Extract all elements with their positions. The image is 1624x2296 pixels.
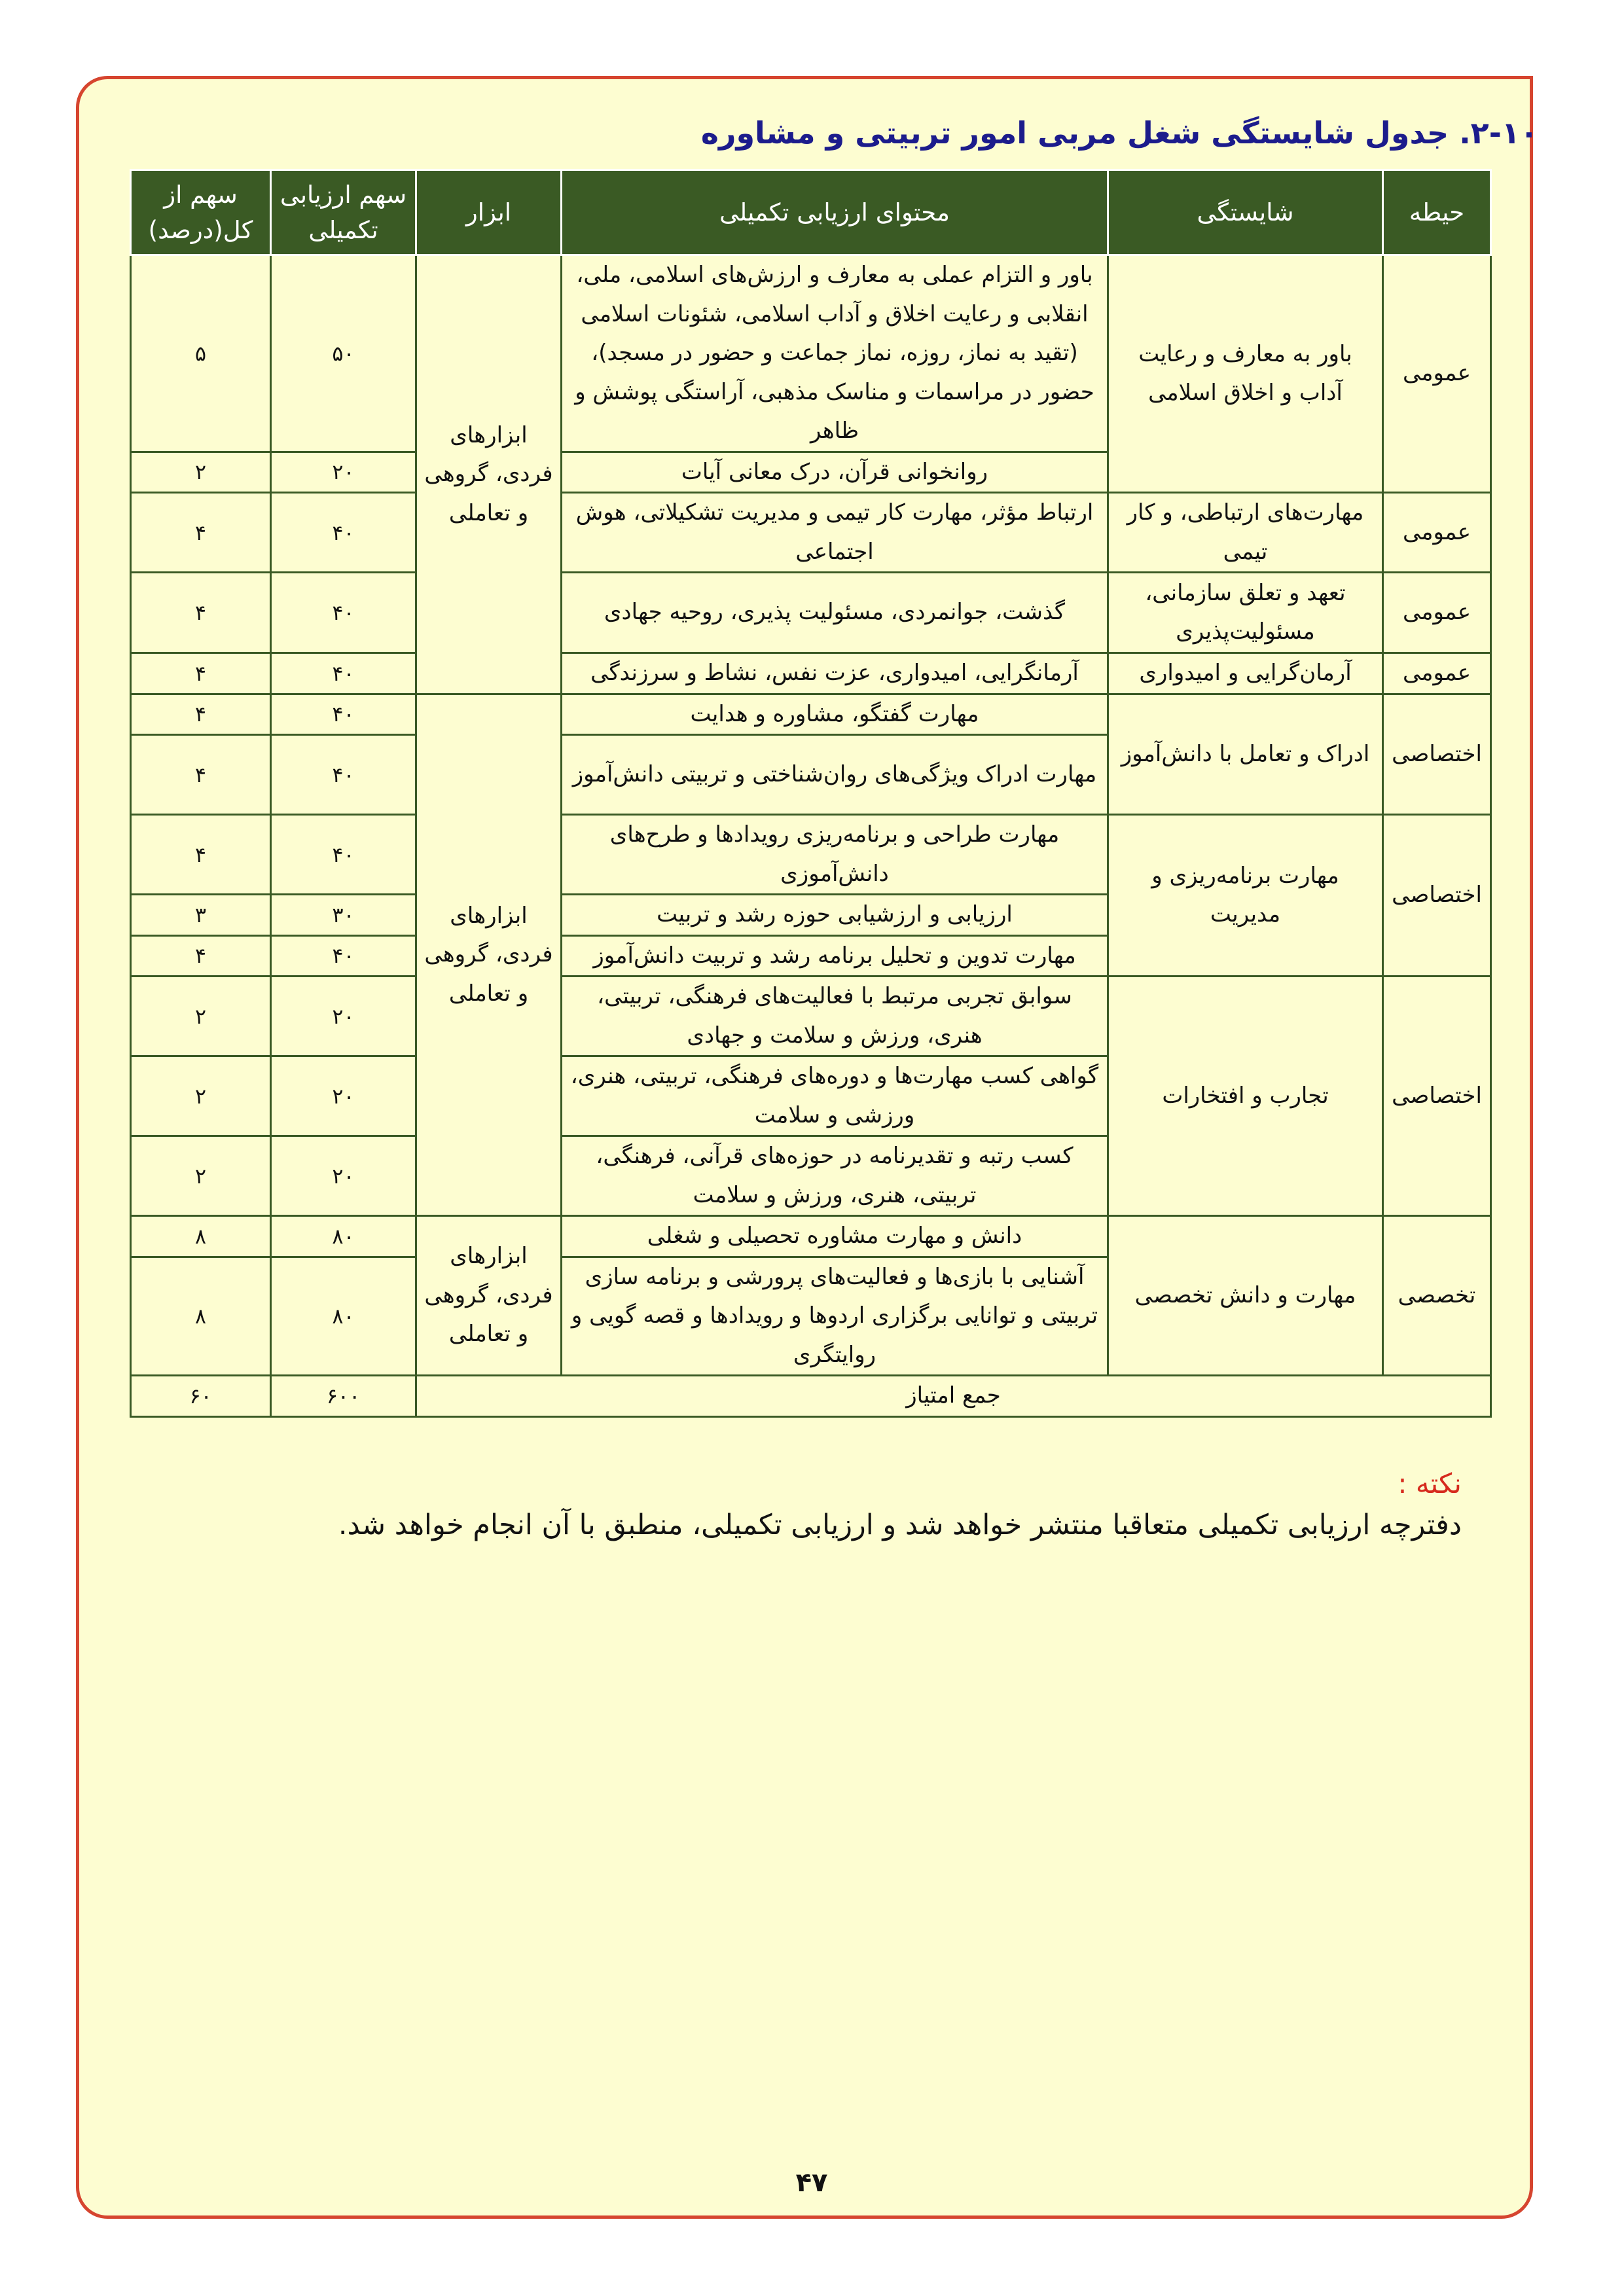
eval-share-cell: ۴۰: [271, 815, 416, 895]
note-label: نکته :: [1398, 1467, 1462, 1499]
total-share-cell: ۸: [131, 1216, 271, 1257]
eval-share-cell: ۲۰: [271, 1056, 416, 1136]
table-row: [131, 815, 1491, 895]
content-cell: ارزیابی و ارزشیابی حوزه رشد و تربیت: [562, 895, 1108, 936]
total-share-cell: ۲: [131, 977, 271, 1056]
eval-share-cell: ۴۰: [271, 573, 416, 653]
competency-cell: تجارب و افتخارات: [1108, 977, 1383, 1216]
competency-cell: تعهد و تعلق سازمانی، مسئولیت‌پذیری: [1108, 573, 1383, 653]
content-cell: دانش و مهارت مشاوره تحصیلی و شغلی: [562, 1216, 1108, 1257]
domain-cell: اختصاصی: [1383, 694, 1491, 815]
total-share-cell: ۴: [131, 653, 271, 694]
total-share-cell: ۲: [131, 452, 271, 493]
domain-cell: عمومی: [1383, 653, 1491, 694]
content-cell: باور و التزام عملی به معارف و ارزش‌های اسلامی، ملی، انقلابی و رعایت اخلاق و آداب اسلامی، شئونات اسلامی (تقید به نماز، روزه، نماز جماعت و حضور در مسجد)، حضور در مراسمات و مناسک مذهبی، آراستگی پوشش و ظاهر: [562, 255, 1108, 452]
table-sum-row: [131, 1376, 1491, 1417]
eval-share-cell: ۴۰: [271, 493, 416, 573]
content-cell: آشنایی با بازی‌ها و فعالیت‌های پرورشی و برنامه سازی تربیتی و توانایی برگزاری اردوها و رویدادها و قصه گویی و روایتگری: [562, 1257, 1108, 1376]
table-row: [131, 493, 1491, 573]
content-cell: روانخوانی قرآن، درک معانی آیات: [562, 452, 1108, 493]
total-share-cell: ۴: [131, 493, 271, 573]
eval-share-cell: ۲۰: [271, 1136, 416, 1216]
content-cell: کسب رتبه و تقدیرنامه در حوزه‌های قرآنی، فرهنگی، تربیتی، هنری، ورزش و سلامت: [562, 1136, 1108, 1216]
sum-label: جمع امتیاز: [416, 1376, 1491, 1417]
total-share-cell: ۸: [131, 1257, 271, 1376]
competency-cell: مهارت برنامه‌ریزی و مدیریت: [1108, 815, 1383, 977]
total-share-cell: ۴: [131, 815, 271, 895]
header-domain: حیطه: [1383, 170, 1491, 255]
content-cell: گذشت، جوانمردی، مسئولیت پذیری، روحیه جهادی: [562, 573, 1108, 653]
competency-cell: باور به معارف و رعایت آداب و اخلاق اسلامی: [1108, 255, 1383, 493]
page-number: ۴۷: [795, 2168, 828, 2198]
domain-cell: عمومی: [1383, 493, 1491, 573]
content-cell: سوابق تجربی مرتبط با فعالیت‌های فرهنگی، تربیتی، هنری، ورزش و سلامت و جهادی: [562, 977, 1108, 1056]
eval-share-cell: ۳۰: [271, 895, 416, 936]
header-tool: ابزار: [416, 170, 562, 255]
content-cell: ارتباط مؤثر، مهارت کار تیمی و مدیریت تشکیلاتی، هوش اجتماعی: [562, 493, 1108, 573]
table-row: [131, 573, 1491, 653]
table-row: [131, 694, 1491, 735]
eval-share-cell: ۸۰: [271, 1216, 416, 1257]
content-cell: مهارت تدوین و تحلیل برنامه رشد و تربیت دانش‌آموز: [562, 935, 1108, 977]
total-share-cell: ۲: [131, 1056, 271, 1136]
content-cell: گواهی کسب مهارت‌ها و دوره‌های فرهنگی، تربیتی، هنری، ورزشی و سلامت: [562, 1056, 1108, 1136]
eval-share-cell: ۴۰: [271, 735, 416, 815]
table-row: [131, 255, 1491, 452]
sum-eval-share: ۶۰۰: [271, 1376, 416, 1417]
table-row: [131, 977, 1491, 1056]
domain-cell: اختصاصی: [1383, 977, 1491, 1216]
eval-share-cell: ۲۰: [271, 452, 416, 493]
total-share-cell: ۴: [131, 935, 271, 977]
competency-cell: ادراک و تعامل با دانش‌آموز: [1108, 694, 1383, 815]
tool-cell: ابزارهای فردی، گروهی و تعاملی: [416, 255, 562, 694]
content-cell: آرمانگرایی، امیدواری، عزت نفس، نشاط و سرزندگی: [562, 653, 1108, 694]
competency-cell: مهارت و دانش تخصصی: [1108, 1216, 1383, 1376]
domain-cell: عمومی: [1383, 255, 1491, 493]
competency-cell: مهارت‌های ارتباطی، و کار تیمی: [1108, 493, 1383, 573]
total-share-cell: ۴: [131, 573, 271, 653]
header-competency: شایستگی: [1108, 170, 1383, 255]
header-total-share: سهم از کل(درصد): [131, 170, 271, 255]
note-text: دفترچه ارزیابی تکمیلی متعاقبا منتشر خواهد شد و ارزیابی تکمیلی، منطبق با آن انجام خواهد شد.: [338, 1509, 1462, 1541]
total-share-cell: ۵: [131, 255, 271, 452]
content-cell: مهارت ادراک ویژگی‌های روان‌شناختی و تربیتی دانش‌آموز: [562, 735, 1108, 815]
competency-cell: آرمان‌گرایی و امیدواری: [1108, 653, 1383, 694]
domain-cell: عمومی: [1383, 573, 1491, 653]
total-share-cell: ۲: [131, 1136, 271, 1216]
eval-share-cell: ۴۰: [271, 935, 416, 977]
eval-share-cell: ۵۰: [271, 255, 416, 452]
eval-share-cell: ۴۰: [271, 694, 416, 735]
eval-share-cell: ۸۰: [271, 1257, 416, 1376]
total-share-cell: ۴: [131, 694, 271, 735]
tool-cell: ابزارهای فردی، گروهی و تعاملی: [416, 694, 562, 1216]
total-share-cell: ۳: [131, 895, 271, 936]
header-content: محتوای ارزیابی تکمیلی: [562, 170, 1108, 255]
domain-cell: اختصاصی: [1383, 815, 1491, 977]
section-title: ۲-۱۰. جدول شایستگی شغل مربی امور تربیتی و مشاوره: [700, 115, 1538, 151]
table-row: [131, 653, 1491, 694]
header-eval-share: سهم ارزیابی تکمیلی: [271, 170, 416, 255]
tool-cell: ابزارهای فردی، گروهی و تعاملی: [416, 1216, 562, 1376]
table-row: [131, 1216, 1491, 1257]
content-cell: مهارت گفتگو، مشاوره و هدایت: [562, 694, 1108, 735]
sum-total-share: ۶۰: [131, 1376, 271, 1417]
domain-cell: تخصصی: [1383, 1216, 1491, 1376]
eval-share-cell: ۴۰: [271, 653, 416, 694]
eval-share-cell: ۲۰: [271, 977, 416, 1056]
total-share-cell: ۴: [131, 735, 271, 815]
competency-table: [130, 169, 1492, 1418]
table-header-row: [131, 170, 1491, 255]
content-cell: مهارت طراحی و برنامه‌ریزی رویدادها و طرح‌های دانش‌آموزی: [562, 815, 1108, 895]
